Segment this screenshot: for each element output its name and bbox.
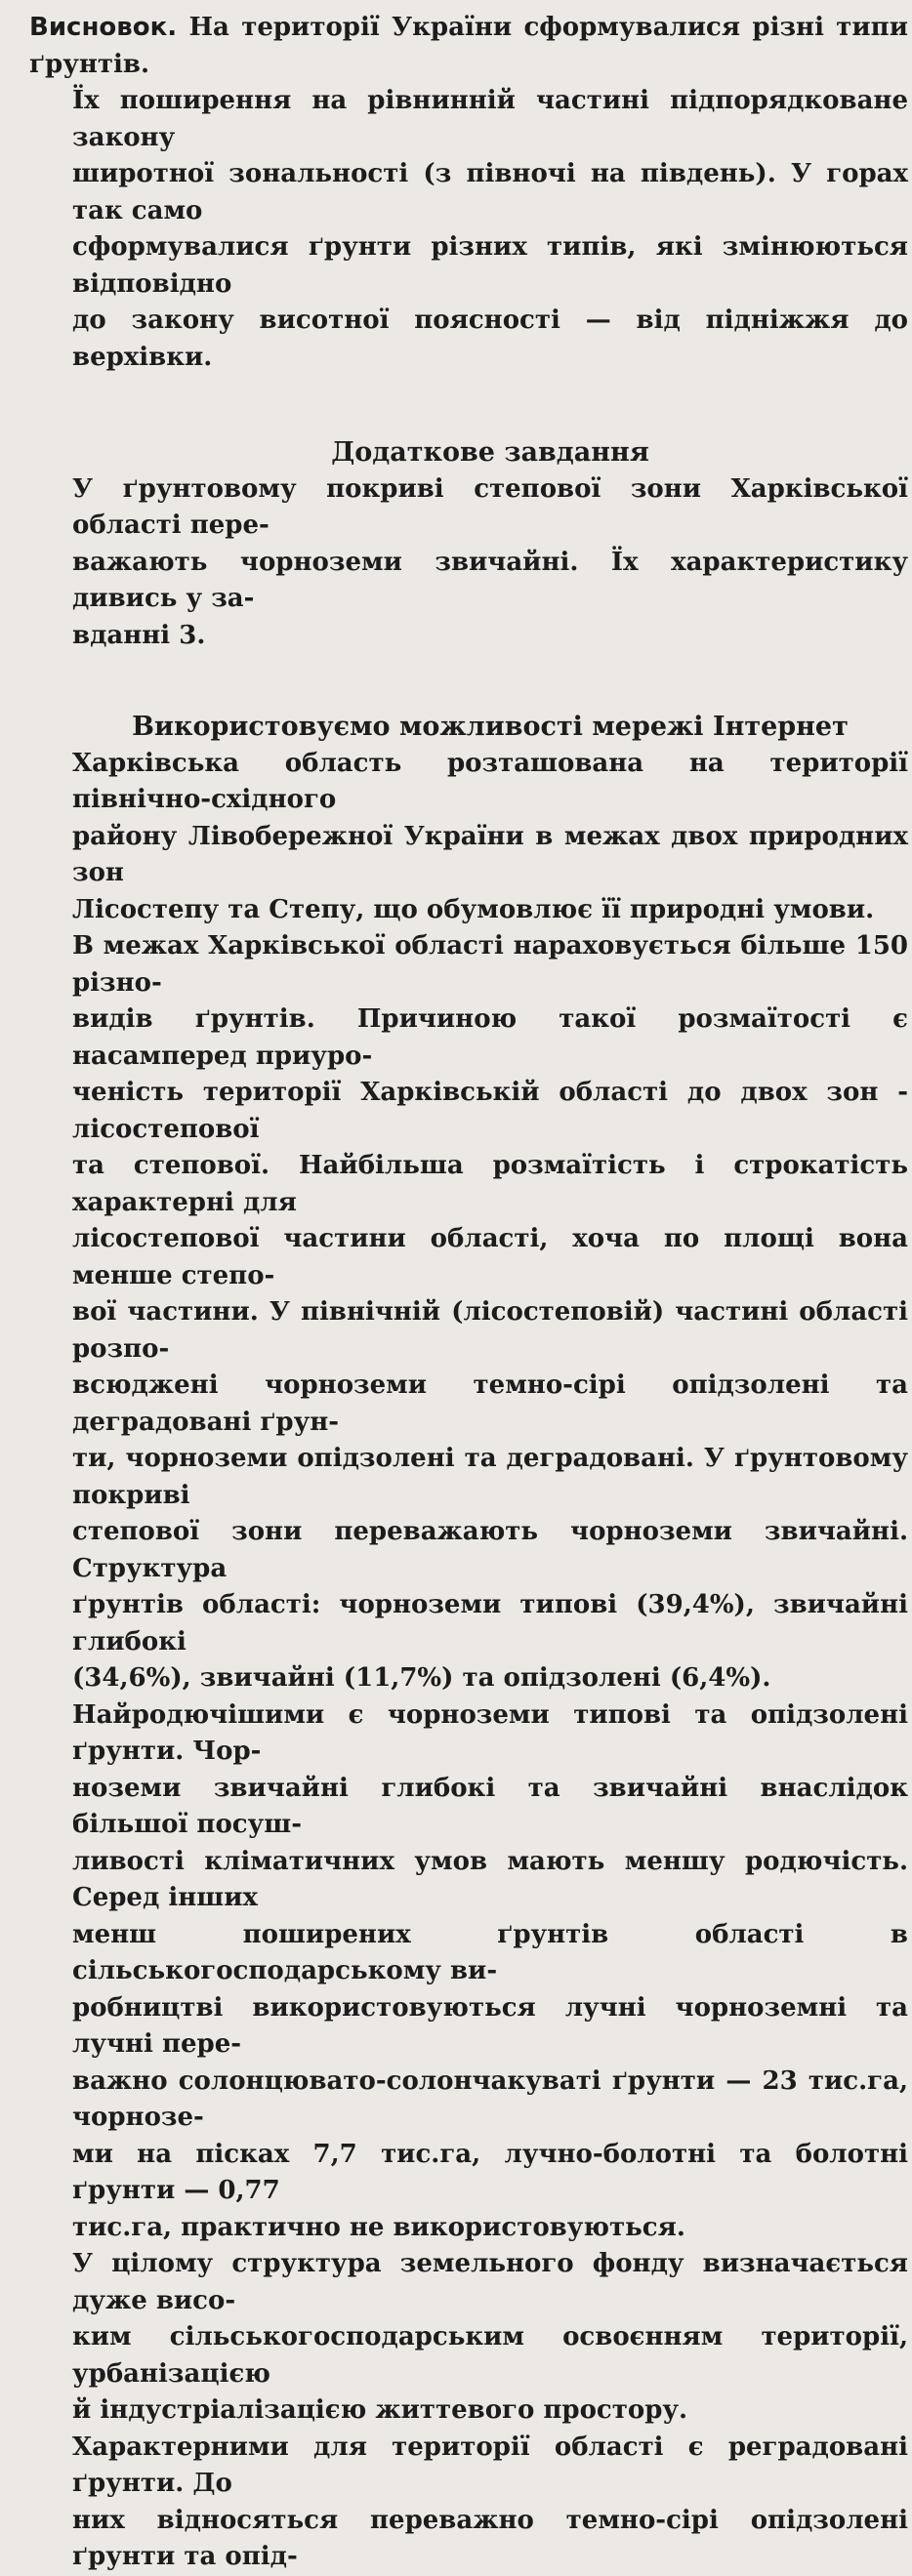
paragraph-line: вої частини. У північній (лісостеповій) частині області розпо- bbox=[72, 1297, 908, 1364]
paragraph-line: ми на пісках 7,7 тис.га, лучно-болотні та болотні ґрунти — 0,77 bbox=[72, 2139, 908, 2205]
conclusion-line: до закону висотної поясності — від підніжжя до верхівки. bbox=[72, 306, 908, 372]
internet-paragraph-1 bbox=[72, 746, 908, 929]
paragraph-line: ґрунтів області: чорноземи типові (39,4%), звичайні глибокі bbox=[72, 1590, 908, 1656]
internet-paragraph-2 bbox=[72, 928, 908, 1697]
conclusion-line: сформувалися ґрунти різних типів, які змінюються відповідно bbox=[72, 232, 908, 299]
paragraph-line: менш поширених ґрунтів області в сільськогосподарському ви- bbox=[72, 1919, 908, 1985]
internet-section bbox=[29, 709, 908, 2576]
paragraph-line: Характерними для території області є реградовані ґрунти. До bbox=[72, 2432, 908, 2498]
conclusion-block bbox=[29, 10, 908, 376]
paragraph-line: важно солонцювато-солончакуваті ґрунти — 23 тис.га, чорнозе- bbox=[72, 2065, 908, 2132]
paragraph-line: ти, чорноземи опідзолені та деградовані. У ґрунтовому покриві bbox=[72, 1444, 908, 1510]
paragraph-line: Харківська область розташована на території північно-східного bbox=[72, 748, 908, 814]
paragraph-line: району Лівобережної України в межах двох природних зон bbox=[72, 821, 908, 887]
paragraph-line: видів ґрунтів. Причиною такої розмаїтості є насамперед приуро- bbox=[72, 1004, 908, 1071]
additional-task-block bbox=[29, 434, 908, 654]
conclusion-line: широтної зональності (з півночі на південь). У горах так само bbox=[72, 159, 908, 225]
conclusion-line: Їх поширення на рівнинній частині підпорядковане закону bbox=[72, 86, 908, 152]
internet-paragraph-5 bbox=[72, 2430, 908, 2576]
paragraph-line: всюджені чорноземи темно-сірі опідзолені та деградовані ґрун- bbox=[72, 1370, 908, 1437]
paragraph-line: ноземи звичайні глибокі та звичайні внаслідок більшої посуш- bbox=[72, 1773, 908, 1839]
paragraph-line: тис.га, практично не використовуються. bbox=[72, 2212, 685, 2242]
conclusion-text: На території України сформувалися різні типи ґрунтів. bbox=[29, 13, 908, 79]
paragraph-line: Найродючішими є чорноземи типові та опідзолені ґрунти. Чор- bbox=[72, 1699, 908, 1766]
conclusion-lead: Висновок. bbox=[29, 13, 178, 42]
paragraph-line: У цілому структура земельного фонду визначається дуже висо- bbox=[72, 2249, 908, 2315]
paragraph-line: ченість території Харківській області до двох зон - лісостепової bbox=[72, 1078, 908, 1144]
conclusion-line-1 bbox=[29, 10, 908, 83]
paragraph-line: лісостепової частини області, хоча по площі вона менше степо- bbox=[72, 1224, 908, 1290]
internet-paragraph-4 bbox=[72, 2246, 908, 2430]
paragraph-line: В межах Харківської області нараховується більше 150 різно- bbox=[72, 931, 908, 998]
paragraph-line: та степової. Найбільша розмаїтість і строкатість характерні для bbox=[72, 1151, 908, 1217]
paragraph-line: них відносяться переважно темно-сірі опідзолені ґрунти та опід- bbox=[72, 2505, 908, 2571]
conclusion-continuation bbox=[29, 83, 908, 376]
internet-heading: Використовуємо можливості мережі Інтернет bbox=[132, 712, 849, 742]
paragraph-line: (34,6%), звичайні (11,7%) та опідзолені (6,4%). bbox=[72, 1663, 771, 1693]
paragraph-line: степової зони переважають чорноземи звичайні. Структура bbox=[72, 1517, 908, 1583]
paragraph-line: робництві використовуються лучні чорноземні та лучні пере- bbox=[72, 1992, 908, 2059]
paragraph-line: й індустріалізацією життевого простору. bbox=[72, 2395, 688, 2425]
additional-task-line: вданні 3. bbox=[72, 620, 206, 650]
paragraph-line: ким сільськогосподарським освоєнням території, урбанізацією bbox=[72, 2322, 908, 2389]
additional-task-line: У ґрунтовому покриві степової зони Харківської області пере- bbox=[72, 473, 908, 540]
paragraph-line: ливості кліматичних умов мають меншу родючість. Серед інших bbox=[72, 1846, 908, 1912]
additional-task-line: важають чорноземи звичайні. Їх характеристику дивись у за- bbox=[72, 547, 908, 613]
paragraph-line: Лісостепу та Степу, що обумовлює її природні умови. bbox=[72, 894, 875, 924]
internet-paragraph-3 bbox=[72, 1697, 908, 2247]
textbook-page bbox=[29, 10, 908, 2576]
additional-task-heading: Додаткове завдання bbox=[331, 437, 649, 468]
